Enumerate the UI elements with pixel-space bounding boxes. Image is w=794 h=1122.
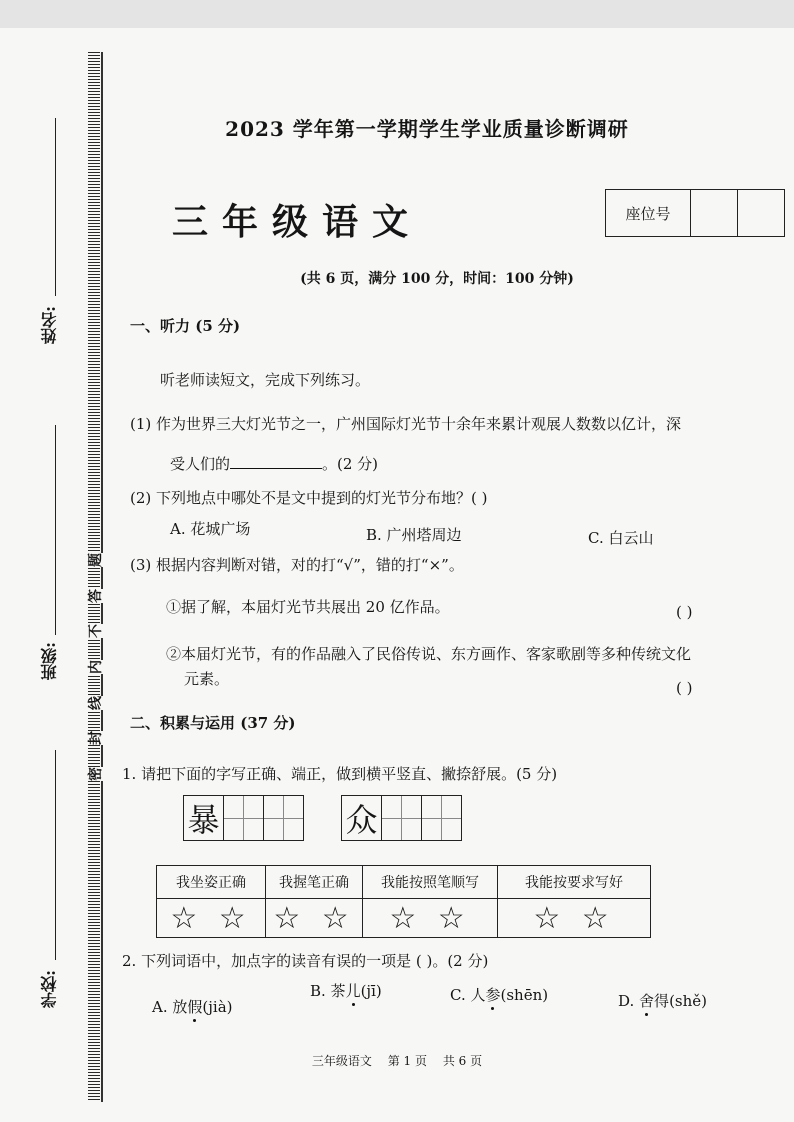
q2-text: (2) 下列地点中哪处不是文中提到的灯光节分布地？( )	[130, 489, 488, 507]
q3-text: (3) 根据内容判断对错，对的打“√”，错的打“×”。	[130, 556, 464, 574]
writing-cell[interactable]	[264, 796, 303, 840]
seal-line-text	[86, 552, 106, 782]
q3-item1: ①据了解，本届灯光节共展出 20 亿作品。	[166, 598, 450, 616]
seat-number-cell[interactable]	[738, 190, 784, 236]
writing-cell	[184, 796, 224, 840]
q1-answer-blank[interactable]	[230, 454, 322, 469]
school-blank-line	[55, 750, 56, 960]
section1-intro: 听老师读短文，完成下列练习。	[160, 371, 371, 389]
section2-heading: 二、积累与运用 (37 分)	[130, 714, 296, 732]
option-pinyin: (shēn)	[500, 986, 549, 1004]
seal-char: 密	[88, 766, 104, 781]
q1-text-a: 受人们的	[170, 455, 231, 473]
rating-header: 我能按要求写好	[498, 866, 651, 899]
q2-option-b: B. 广州塔周边	[366, 526, 462, 544]
q1-text-cont	[170, 453, 378, 474]
s2-q2-text: 2. 下列词语中，加点字的读音有误的一项是 ( )。(2 分)	[122, 952, 489, 970]
q3-item2-cont: 元素。	[184, 670, 230, 688]
q2-option-c: C. 白云山	[588, 529, 654, 547]
s2-q2-option-a	[152, 996, 233, 1017]
writing-cell	[342, 796, 382, 840]
q1-text-b: 。(2 分)	[322, 455, 379, 473]
writing-cell[interactable]	[224, 796, 264, 840]
seal-char: 题	[88, 553, 104, 567]
seal-char: 线	[88, 695, 104, 710]
s2-q2-option-d	[618, 990, 707, 1011]
seat-number-box	[605, 189, 785, 237]
seat-number-label: 座位号	[606, 190, 691, 236]
rating-header: 我坐姿正确	[157, 866, 266, 899]
writing-cell[interactable]	[382, 796, 422, 840]
page-footer	[0, 1052, 794, 1069]
footer-total: 共 6 页	[442, 1054, 483, 1068]
exam-subtitle: 2023 学年第一学期学生学业质量诊断调研	[225, 117, 629, 141]
writing-cell[interactable]	[422, 796, 461, 840]
seal-char: 封	[88, 731, 104, 746]
s2-q2-option-c	[450, 984, 548, 1005]
option-text: C. 人	[450, 986, 486, 1004]
name-label: 姓名:	[40, 306, 59, 344]
exam-title: 三年级语文	[171, 201, 422, 243]
rating-stars[interactable]: ☆ ☆	[363, 899, 498, 938]
footer-subject: 三年级语文	[311, 1054, 372, 1068]
seat-number-cell[interactable]	[691, 190, 738, 236]
footer-page: 第 1 页	[387, 1054, 427, 1068]
q3-item2-answer[interactable]: ( )	[676, 679, 693, 697]
q1-text: (1) 作为世界三大灯光节之一，广州国际灯光节十余年来累计观展人数数以亿计，深	[130, 415, 682, 433]
school-label: 学校:	[40, 970, 59, 1008]
writing-grid-1	[183, 795, 304, 841]
rating-stars[interactable]: ☆ ☆	[157, 899, 266, 938]
writing-grid-2	[341, 795, 462, 841]
option-pinyin: (jī)	[360, 982, 382, 1000]
s2-q2-option-b	[310, 980, 382, 1001]
option-text: D.	[618, 992, 640, 1010]
scan-top-band	[0, 0, 794, 28]
exam-info: (共 6 页，满分 100 分，时间：100 分钟)	[300, 271, 574, 287]
option-text: 得	[654, 992, 670, 1010]
rating-header: 我能按照笔顺写	[363, 866, 498, 899]
q3-item2: ②本届灯光节，有的作品融入了民俗传说、东方画作、客家歌剧等多种传统文化	[166, 645, 692, 663]
option-pinyin: (jià)	[202, 998, 233, 1016]
s2-q1-text: 1. 请把下面的字写正确、端正，做到横平竖直、撇捺舒展。(5 分)	[122, 765, 558, 783]
option-pinyin: (shě)	[669, 992, 708, 1010]
class-blank-line	[55, 425, 56, 635]
dotted-char: 儿	[345, 982, 361, 1000]
model-char-1: 暴	[184, 796, 223, 840]
section1-heading: 一、听力 (5 分)	[130, 317, 241, 335]
rating-stars[interactable]: ☆ ☆	[266, 899, 363, 938]
model-char-2: 众	[342, 796, 381, 840]
seal-char: 不	[88, 624, 104, 639]
option-text: A. 放	[152, 998, 188, 1016]
option-text: B. 茶	[310, 982, 346, 1000]
seal-char: 内	[88, 659, 104, 674]
dotted-char: 假	[187, 998, 203, 1016]
self-rating-table	[156, 865, 651, 938]
dotted-char: 参	[485, 986, 501, 1004]
seal-char: 答	[88, 588, 104, 603]
dotted-char: 舍	[639, 992, 655, 1010]
rating-stars[interactable]: ☆ ☆	[498, 899, 651, 938]
class-label: 班级:	[40, 642, 59, 680]
q2-option-a: A. 花城广场	[170, 520, 251, 538]
rating-header: 我握笔正确	[266, 866, 363, 899]
q3-item1-answer[interactable]: ( )	[676, 603, 693, 621]
